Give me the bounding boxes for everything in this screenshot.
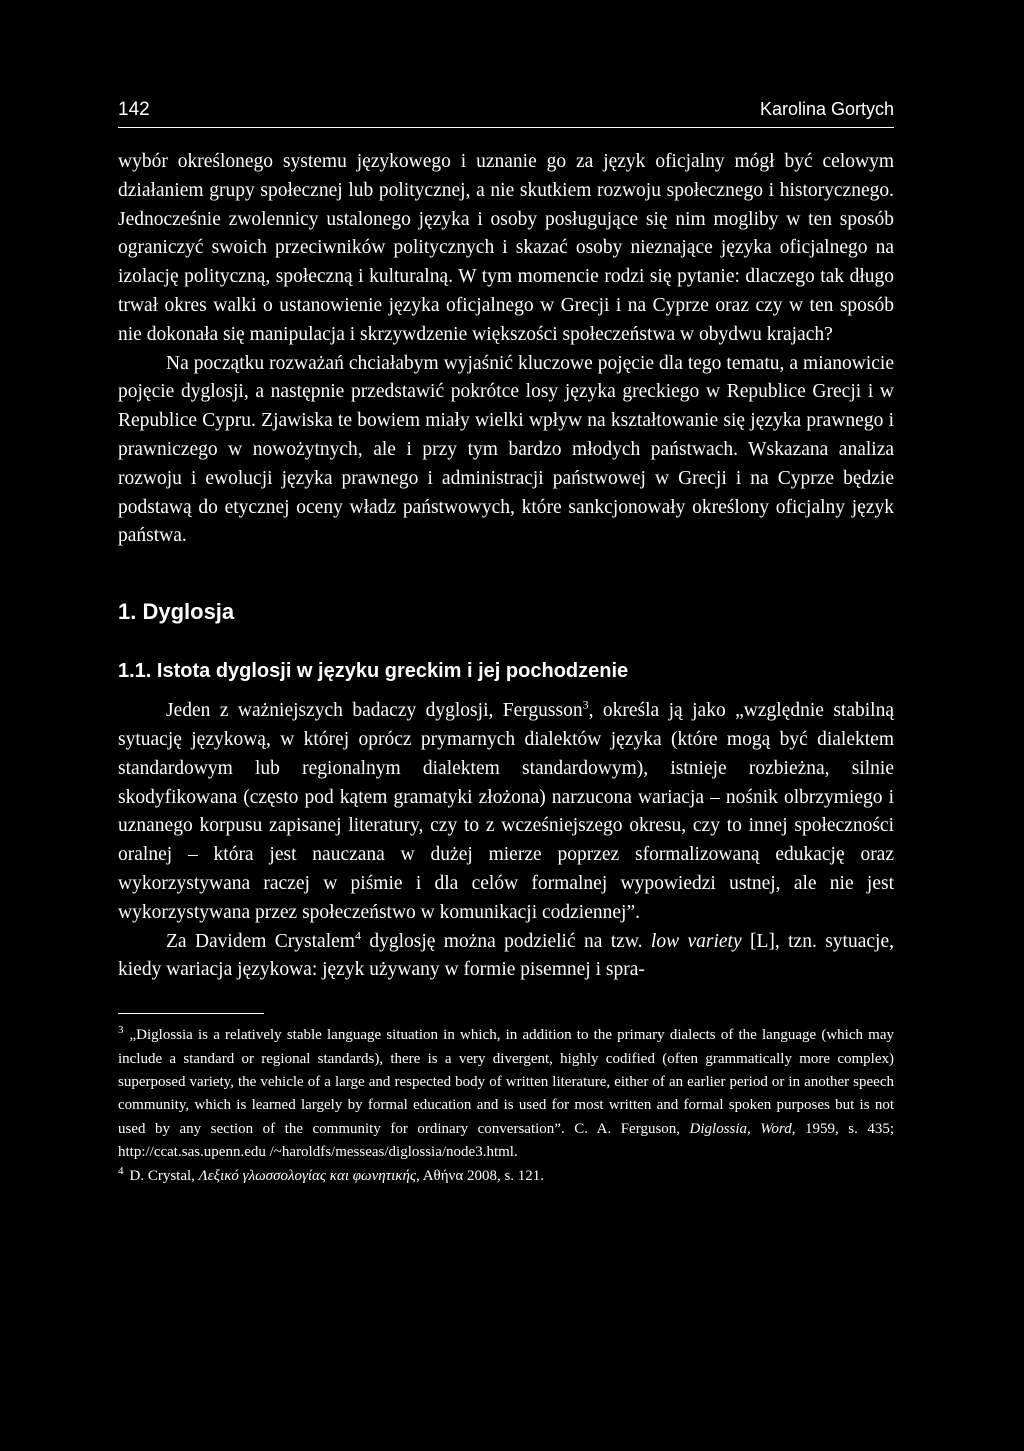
footnote-4-text: D. Crystal, — [129, 1167, 199, 1184]
running-head-author: Karolina Gortych — [759, 99, 894, 119]
page-number: 142 — [118, 99, 150, 120]
section-heading: 1. Dyglosja — [118, 599, 235, 625]
paragraph-crystal — [118, 928, 894, 986]
page — [118, 96, 894, 1188]
low-variety-term: low variety — [650, 930, 742, 952]
footnote-3-text: „Diglossia is a relatively stable language situation in which, in addition to the primary dialects of the language (which may include a standard or regional standards), there is a very divergent, highly codified (often grammatically more complex) superposed variety, the vehicle of a large and respected body of written literature, either of an earlier period or in another speech community, which is learned largely by formal education and is used for most written and formal spoken purposes but is not used by any section of the community for ordinary conversation”. C. A. Ferguson, — [118, 1027, 894, 1137]
paragraph-crystal-middle: dyglosję można podzielić na tzw. — [360, 930, 651, 952]
footnote-4-end: , Αθήνα 2008, s. 121. — [416, 1167, 545, 1184]
footnote-4-marker: 4 — [118, 1164, 124, 1177]
footnote-ref-3[interactable]: 3 — [582, 697, 589, 712]
footnote-divider — [118, 1013, 264, 1014]
paragraph-ferguson — [118, 697, 894, 927]
footnote-4-title: Λεξικό γλωσσολογίας και φωνητικής — [198, 1167, 417, 1184]
paragraph-crystal-start: Za Davidem Crystalem — [166, 930, 355, 952]
paragraph-crystal-end: [L], tzn. sytuacje, kiedy wariacja językowa: język używany w formie pisemnej i spra- — [118, 930, 894, 981]
footnote-3-title: Diglossia, Word — [689, 1120, 792, 1137]
running-head — [118, 96, 894, 128]
paragraph-intro-1: wybór określonego systemu językowego i uznanie go za język oficjalny mógł być celowym działaniem grupy społecznej lub politycznej, a nie skutkiem rozwoju społecznego i historycznego. Jednocześnie zwolennicy ustalonego języka i osoby posługujące się nim mogliby w ten sposób ograniczyć swoich przeciwników politycznych i skazać osoby nieznające języka oficjalnego na izolację polityczną, społeczną i kulturalną. W tym momencie rodzi się pytanie: dlaczego tak długo trwał okres walki o ustanowienie języka oficjalnego w Grecji i na Cyprze oraz czy w ten sposób nie dokonała się manipulacja i skrzywdzenie większości społeczeństwa w obydwu krajach? — [118, 151, 894, 345]
footnote-3 — [118, 1024, 894, 1164]
footnote-3-marker: 3 — [118, 1024, 124, 1037]
paragraph-ferguson-start: Jeden z ważniejszych badaczy dyglosji, Fergusson — [166, 700, 583, 722]
footnotes — [118, 1013, 894, 1188]
footnote-ref-4[interactable]: 4 — [354, 928, 361, 943]
footnote-3-end: , 1959, s. 435; http://ccat.sas.upenn.edu /~haroldfs/messeas/diglossia/node3.html. — [118, 1120, 894, 1161]
paragraph-ferguson-rest: , określa ją jako „względnie stabilną sytuację językową, w której oprócz prymarnych dialektów języka (które mogą być dialektem standardowym lub regionalnym dialektem standardowym), istnieje rozbieżna, silnie skodyfikowana (często pod kątem gramatyki złożona) narzucona wariacja – nośnik olbrzymiego i uznanego korpusu zapisanej literatury, czy to z wcześniejszego okresu, czy to innej społeczności oralnej – która jest nauczana w dużej mierze poprzez sformalizowaną edukację oraz wykorzystywana raczej w piśmie i dla celów formalnej wypowiedzi ustnej, ale nie jest wykorzystywana przez społeczeństwo w komunikacji codziennej”. — [118, 700, 894, 923]
footnote-4 — [118, 1165, 894, 1188]
paragraph-intro-2: Na początku rozważań chciałabym wyjaśnić kluczowe pojęcie dla tego tematu, a mianowicie pojęcie dyglosji, a następnie przedstawić pokrótce losy języka greckiego w Republice Grecji i w Republice Cypru. Zjawiska te bowiem miały wielki wpływ na kształtowanie się języka prawnego i prawniczego w nowożytnych, ale i przy tym bardzo młodych państwach. Wskazana analiza rozwoju i ewolucji języka prawnego i administracji państwowej w Grecji i na Cyprze będzie podstawą do etycznej oceny władz państwowych, które sankcjonowały określony oficjalny język państwa. — [118, 352, 894, 547]
subsection-heading: 1.1. Istota dyglosji w języku greckim i jej pochodzenie — [118, 660, 629, 683]
body-text — [118, 148, 894, 985]
